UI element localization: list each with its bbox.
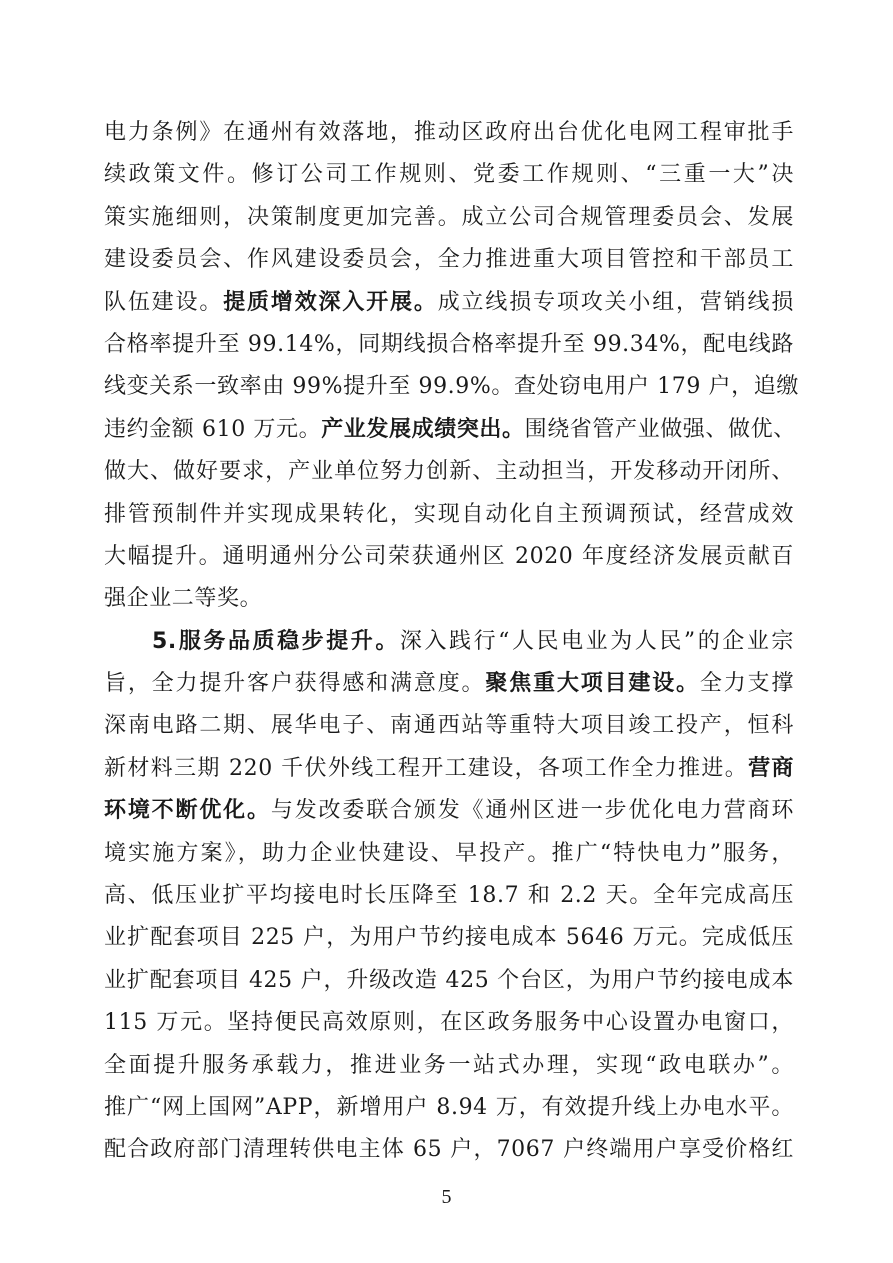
- text-run: 新材料三期 220 千伏外线工程开工建设，各项工作全力推进。: [104, 755, 749, 781]
- text-line: [104, 1002, 794, 1044]
- text-run: 排管预制件并实现成果转化，实现自动化自主预调预试，经营成效: [104, 501, 794, 527]
- text-line: [104, 833, 794, 875]
- text-run: 全力支撑: [699, 671, 794, 697]
- text-run: 队伍建设。: [104, 289, 224, 315]
- text-line: [104, 1129, 794, 1171]
- text-line: [104, 578, 794, 620]
- text-run: 强企业二等奖。: [104, 586, 263, 612]
- text-run: 做大、做好要求，产业单位努力创新、主动担当，开发移动开闭所、: [104, 459, 794, 485]
- section-heading: 5.服务品质稳步提升。: [152, 628, 400, 654]
- text-line: [104, 917, 794, 959]
- text-run: 电力条例》在通州有效落地，推动区政府出台优化电网工程审批手: [104, 120, 794, 145]
- text-run: 境实施方案》，助力企业快建设、早投产。推广“特快电力”服务，: [104, 840, 794, 866]
- text-line: [104, 197, 794, 239]
- text-line: [104, 748, 794, 790]
- text-run: 深南电路二期、展华电子、南通西站等重特大项目竣工投产，恒科: [104, 713, 794, 739]
- text-line: [104, 282, 794, 324]
- text-line: [104, 1087, 794, 1129]
- section-start-line: [104, 621, 794, 663]
- text-line: [104, 494, 794, 536]
- text-line: [104, 536, 794, 578]
- text-run: 续政策文件。修订公司工作规则、党委工作规则、“三重一大”决: [104, 162, 794, 188]
- text-run: 高、低压业扩平均接电时长压降至 18.7 和 2.2 天。全年完成高压: [104, 883, 794, 909]
- text-line: [104, 1045, 794, 1087]
- text-run: 全面提升服务承载力，推进业务一站式办理，实现“政电联办”。: [104, 1052, 794, 1078]
- text-run: 业扩配套项目 425 户，升级改造 425 个台区，为用户节约接电成本: [104, 967, 794, 993]
- text-run: 与发改委联合颁发《通州区进一步优化电力营商环: [270, 798, 795, 824]
- text-line: [104, 875, 794, 917]
- text-run: 线变关系一致率由 99%提升至 99.9%。查处窃电用户 179 户，追缴: [104, 374, 799, 400]
- text-line: [104, 409, 794, 451]
- text-run: 策实施细则，决策制度更加完善。成立公司合规管理委员会、发展: [104, 204, 794, 230]
- text-line: [104, 705, 794, 747]
- text-line: [104, 154, 794, 196]
- text-run: 115 万元。坚持便民高效原则，在区政务服务中心设置办电窗口，: [104, 1010, 794, 1036]
- bold-heading: 营商: [748, 755, 795, 781]
- body-text: [104, 112, 799, 1172]
- text-run: 违约金额 610 万元。: [104, 416, 322, 442]
- text-line: [104, 324, 794, 366]
- bold-heading: 环境不断优化。: [104, 798, 271, 824]
- page-number: 5: [441, 1186, 452, 1208]
- text-line: [104, 239, 794, 281]
- bold-heading: 产业发展成绩突出。: [321, 416, 525, 442]
- bold-heading: 提质增效深入开展。: [223, 289, 438, 315]
- text-run: 合格率提升至 99.14%，同期线损合格率提升至 99.34%，配电线路: [104, 331, 794, 357]
- text-run: 围绕省管产业做强、做优、: [524, 416, 796, 442]
- text-line: [104, 366, 799, 408]
- text-line: [104, 790, 794, 832]
- text-run: 成立线损专项攻关小组，营销线损: [437, 289, 794, 315]
- text-run: 推广“网上国网”APP，新增用户 8.94 万，有效提升线上办电水平。: [104, 1094, 794, 1120]
- text-line: [104, 451, 794, 493]
- bold-heading: 聚焦重大项目建设。: [485, 671, 700, 697]
- text-line: [104, 960, 794, 1002]
- text-run: 大幅提升。通明通州分公司荣获通州区 2020 年度经济发展贡献百: [104, 543, 794, 569]
- text-run: 配合政府部门清理转供电主体 65 户，7067 户终端用户享受价格红: [104, 1137, 794, 1163]
- text-run: 建设委员会、作风建设委员会，全力推进重大项目管控和干部员工: [104, 247, 794, 273]
- text-run: 旨，全力提升客户获得感和满意度。: [104, 671, 486, 697]
- text-run: 深入践行“人民电业为人民”的企业宗: [399, 628, 795, 654]
- text-line: [104, 663, 794, 705]
- text-line: [104, 112, 794, 154]
- text-run: 业扩配套项目 225 户，为用户节约接电成本 5646 万元。完成低压: [104, 925, 794, 951]
